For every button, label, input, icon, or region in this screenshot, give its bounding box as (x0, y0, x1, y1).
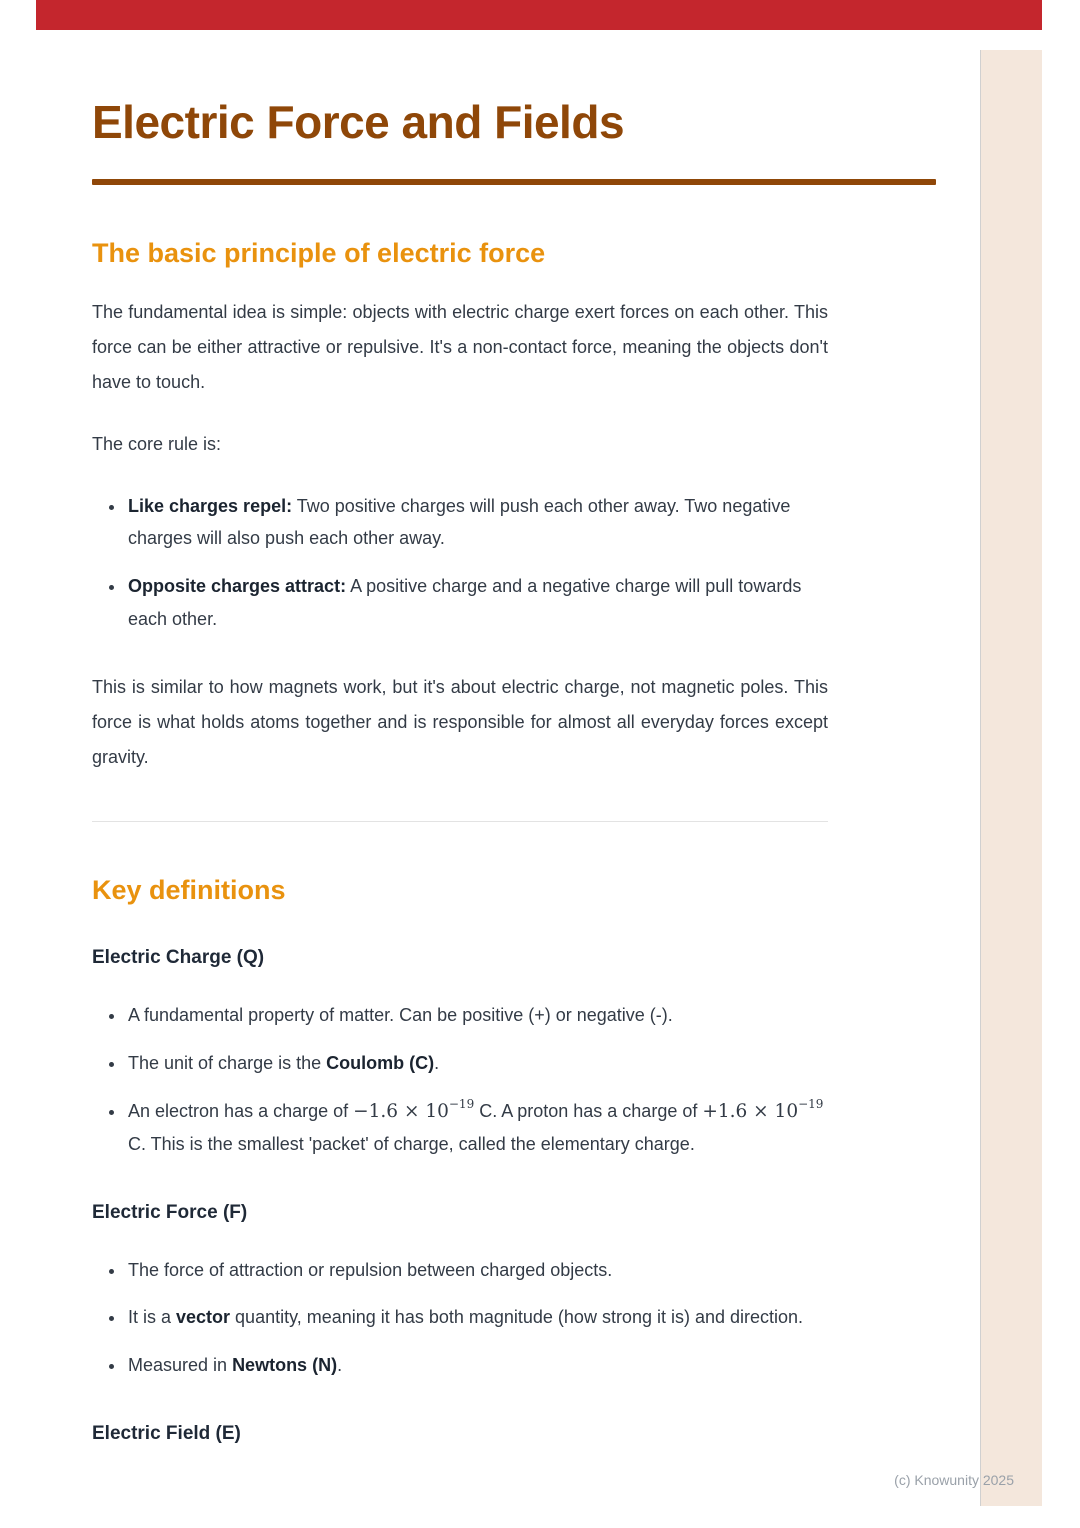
math-electron-charge (353, 1097, 475, 1122)
bullet-text: quantity, meaning it has both magnitude (how strong it is) and direction. (230, 1307, 804, 1328)
bullet-text: . (434, 1052, 440, 1073)
list-item (126, 999, 826, 1032)
bullet-text: An electron has a charge of (128, 1100, 354, 1121)
bullet-text: It is a (128, 1307, 177, 1328)
list-item-elementary-charge (126, 1095, 826, 1161)
section-divider (92, 821, 828, 822)
list-item-like-charges (126, 490, 826, 556)
bullet-bold-term: vector (176, 1307, 231, 1328)
list-item (126, 1047, 826, 1080)
right-margin-strip (980, 50, 1042, 1506)
section-heading-key-definitions: Key definitions (92, 874, 286, 905)
math-exponent: −19 (798, 1097, 824, 1112)
bullet-text: C. A proton has a charge of (474, 1100, 703, 1121)
bullet-text: The unit of charge is the (128, 1052, 327, 1073)
bullet-text: The force of attraction or repulsion between charged objects. (128, 1259, 613, 1280)
paragraph-intro: The fundamental idea is simple: objects with electric charge exert forces on each other. This force can be either attractive or repulsive. It's a non-contact force, meaning the objects don't have to touch. (92, 302, 828, 393)
list-item (126, 1254, 826, 1287)
list-item-opposite-charges (126, 570, 826, 636)
paragraph-core-rule: The core rule is: (92, 433, 222, 454)
bullet-text: A fundamental property of matter. Can be positive (+) or negative (-). (128, 1005, 673, 1026)
list-item (126, 1349, 826, 1382)
paragraph-magnets: This is similar to how magnets work, but it's about electric charge, not magnetic poles. This force is what holds atoms together and is responsible for almost all everyday forces except gravity. (92, 676, 828, 767)
core-rules-list (106, 490, 826, 636)
list-item (126, 1301, 826, 1334)
math-base: +1.6 × 10 (702, 1100, 799, 1122)
electric-charge-list (106, 999, 826, 1161)
page-content (92, 0, 936, 1447)
math-base: −1.6 × 10 (353, 1100, 449, 1122)
subsection-electric-charge: Electric Charge (Q) (92, 947, 265, 969)
bullet-text: Measured in (128, 1355, 233, 1376)
bullet-bold-lead: Opposite charges attract: (128, 576, 347, 597)
bullet-text: Two positive charges will push each other away. Two negative charges will also push each other away. (128, 495, 791, 549)
math-exponent: −19 (448, 1097, 475, 1112)
subsection-electric-force: Electric Force (F) (92, 1201, 248, 1223)
math-proton-charge (702, 1097, 824, 1122)
bullet-bold-term: Newtons (N) (232, 1355, 338, 1376)
bullet-text: C. This is the smallest 'packet' of charge, called the elementary charge. (128, 1134, 695, 1155)
bullet-bold-lead: Like charges repel: (128, 495, 293, 516)
electric-force-list (106, 1254, 826, 1382)
footer-copyright: (c) Knowunity 2025 (894, 1472, 1014, 1488)
subsection-electric-field: Electric Field (E) (92, 1422, 241, 1444)
page-title: Electric Force and Fields (92, 96, 625, 148)
section-heading-basic-principle: The basic principle of electric force (92, 237, 546, 268)
bullet-text: . (337, 1355, 343, 1376)
title-underline-rule (92, 179, 936, 185)
bullet-text: A positive charge and a negative charge will pull towards each other. (128, 576, 802, 629)
bullet-bold-term: Coulomb (C) (326, 1052, 435, 1073)
